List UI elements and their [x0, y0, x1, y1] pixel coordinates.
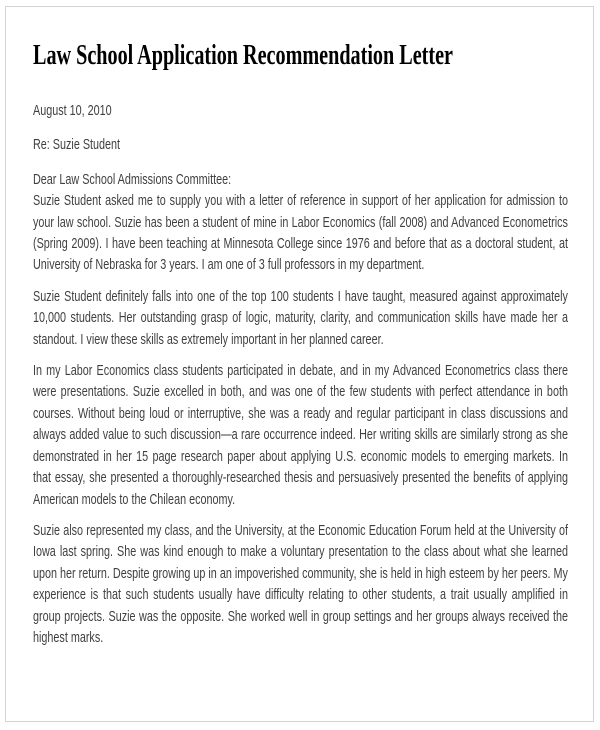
letter-date: August 10, 2010	[33, 102, 112, 119]
letter-title: Law School Application Recommendation Letter	[33, 40, 453, 71]
letter-salutation: Dear Law School Admissions Committee:	[33, 170, 232, 188]
letter-paragraph-2: Suzie Student definitely falls into one of the top 100 students I have taught, measured against approximately 10,000 students. Her outstanding grasp of logic, maturity, clarity, and communication skills have made her a standout. I view these skills as extremely important in her planned career.	[33, 287, 568, 348]
letter-paragraph-3: In my Labor Economics class students participated in debate, and in my Advanced Econometrics class there were presentations. Suzie excelled in both, and was one of the few students with perfect attendance in both courses. Without being loud or interruptive, she was a ready and regular participant in class discussions and always added value to such discussion—a rare occurrence indeed. Her writing skills are similarly strong as she demonstrated in her 15 page research paper about applying U.S. economic models to emerging markets. In that essay, she presented a thoroughly-researched thesis and persuasively presented the benefits of applying American models to the Chilean economy.	[33, 362, 568, 508]
letter-text-block	[33, 40, 568, 648]
letter-page	[5, 6, 594, 722]
letter-paragraph-4: Suzie also represented my class, and the University, at the Economic Education Forum held at the University of Iowa last spring. She was kind enough to make a voluntary presentation to the class about what she learned upon her return. Despite growing up in an impoverished community, she is held in high esteem by her peers. My experience is that such students usually have difficulty relating to other students, a trait usually amplified in group projects. Suzie was the opposite. She worked well in group settings and her groups always received the highest marks.	[33, 521, 568, 646]
letter-paragraph-1: Suzie Student asked me to supply you with a letter of reference in support of her application for admission to your law school. Suzie has been a student of mine in Labor Economics (fall 2008) and Advanced Econometrics (Spring 2009). I have been teaching at Minnesota College since 1976 and before that as a doctoral student, at University of Nebraska for 3 years. I am one of 3 full professors in my department.	[33, 192, 568, 274]
letter-re-line: Re: Suzie Student	[33, 136, 121, 154]
letter-content	[33, 40, 594, 648]
